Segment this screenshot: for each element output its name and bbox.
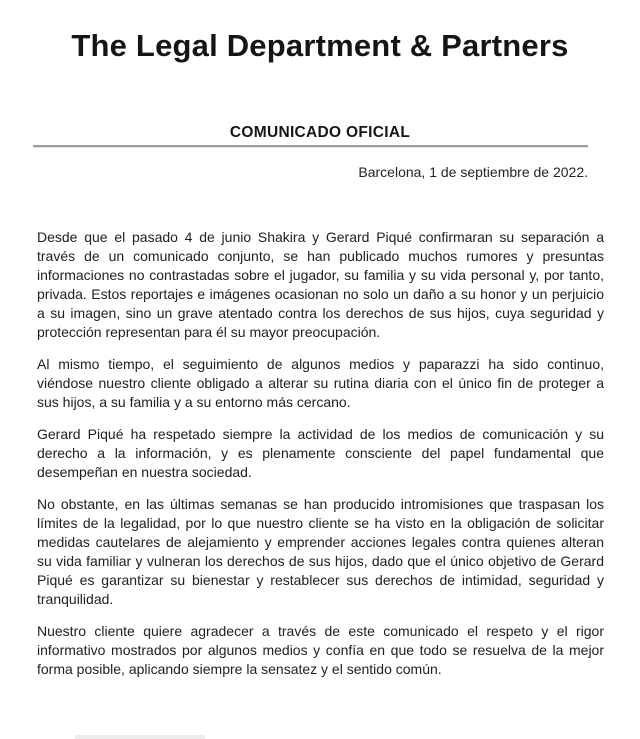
cropped-footer-mark [75, 735, 205, 739]
statement-paragraph-5: Nuestro cliente quiere agradecer a través de este comunicado el respeto y el rigor informativo mostrados por algunos medios y confía en que todo se resuelva de la mejor forma posible, aplicando siempre la sensatez y el sentido común. [37, 623, 604, 677]
statement-paragraph-2: Al mismo tiempo, el seguimiento de algunos medios y paparazzi ha sido continuo, viéndose nuestro cliente obligado a alterar su rutina diaria con el único fin de proteger a sus hijos, a su familia y a su entorno más cercano. [37, 356, 604, 410]
statement-paragraph-3: Gerard Piqué ha respetado siempre la actividad de los medios de comunicación y su derecho a la información, y es plenamente consciente del papel fundamental que desempeñan en nuestra sociedad. [37, 426, 604, 480]
statement-paragraph-4: No obstante, en las últimas semanas se han producido intromisiones que traspasan los límites de la legalidad, por lo que nuestro cliente se ha visto en la obligación de solicitar medidas cautelares de alejamiento y emprender acciones legales contra quienes alteran su vida familiar y vulneran los derechos de sus hijos, dado que el único objetivo de Gerard Piqué es garantizar su bienestar y restablecer sus derechos de intimidad, seguridad y tranquilidad. [37, 496, 604, 607]
statement-body [37, 228, 604, 679]
statement-paragraph-1: Desde que el pasado 4 de junio Shakira y Gerard Piqué confirmaran su separación a través de un comunicado conjunto, se han publicado muchos rumores y presuntas informaciones no contrastadas sobre el jugador, su familia y su vida personal y, por tanto, privada. Estos reportajes e imágenes ocasionan no solo un daño a su honor y un perjuicio a su imagen, sino un grave atentado contra los derechos de sus hijos, cuya seguridad y protección representan para él su mayor preocupación. [37, 229, 604, 340]
heading-divider-rule [33, 145, 588, 148]
letterhead-title: The Legal Department & Partners [71, 28, 569, 63]
dateline: Barcelona, 1 de septiembre de 2022. [358, 164, 588, 180]
official-statement-heading: COMUNICADO OFICIAL [229, 124, 411, 141]
